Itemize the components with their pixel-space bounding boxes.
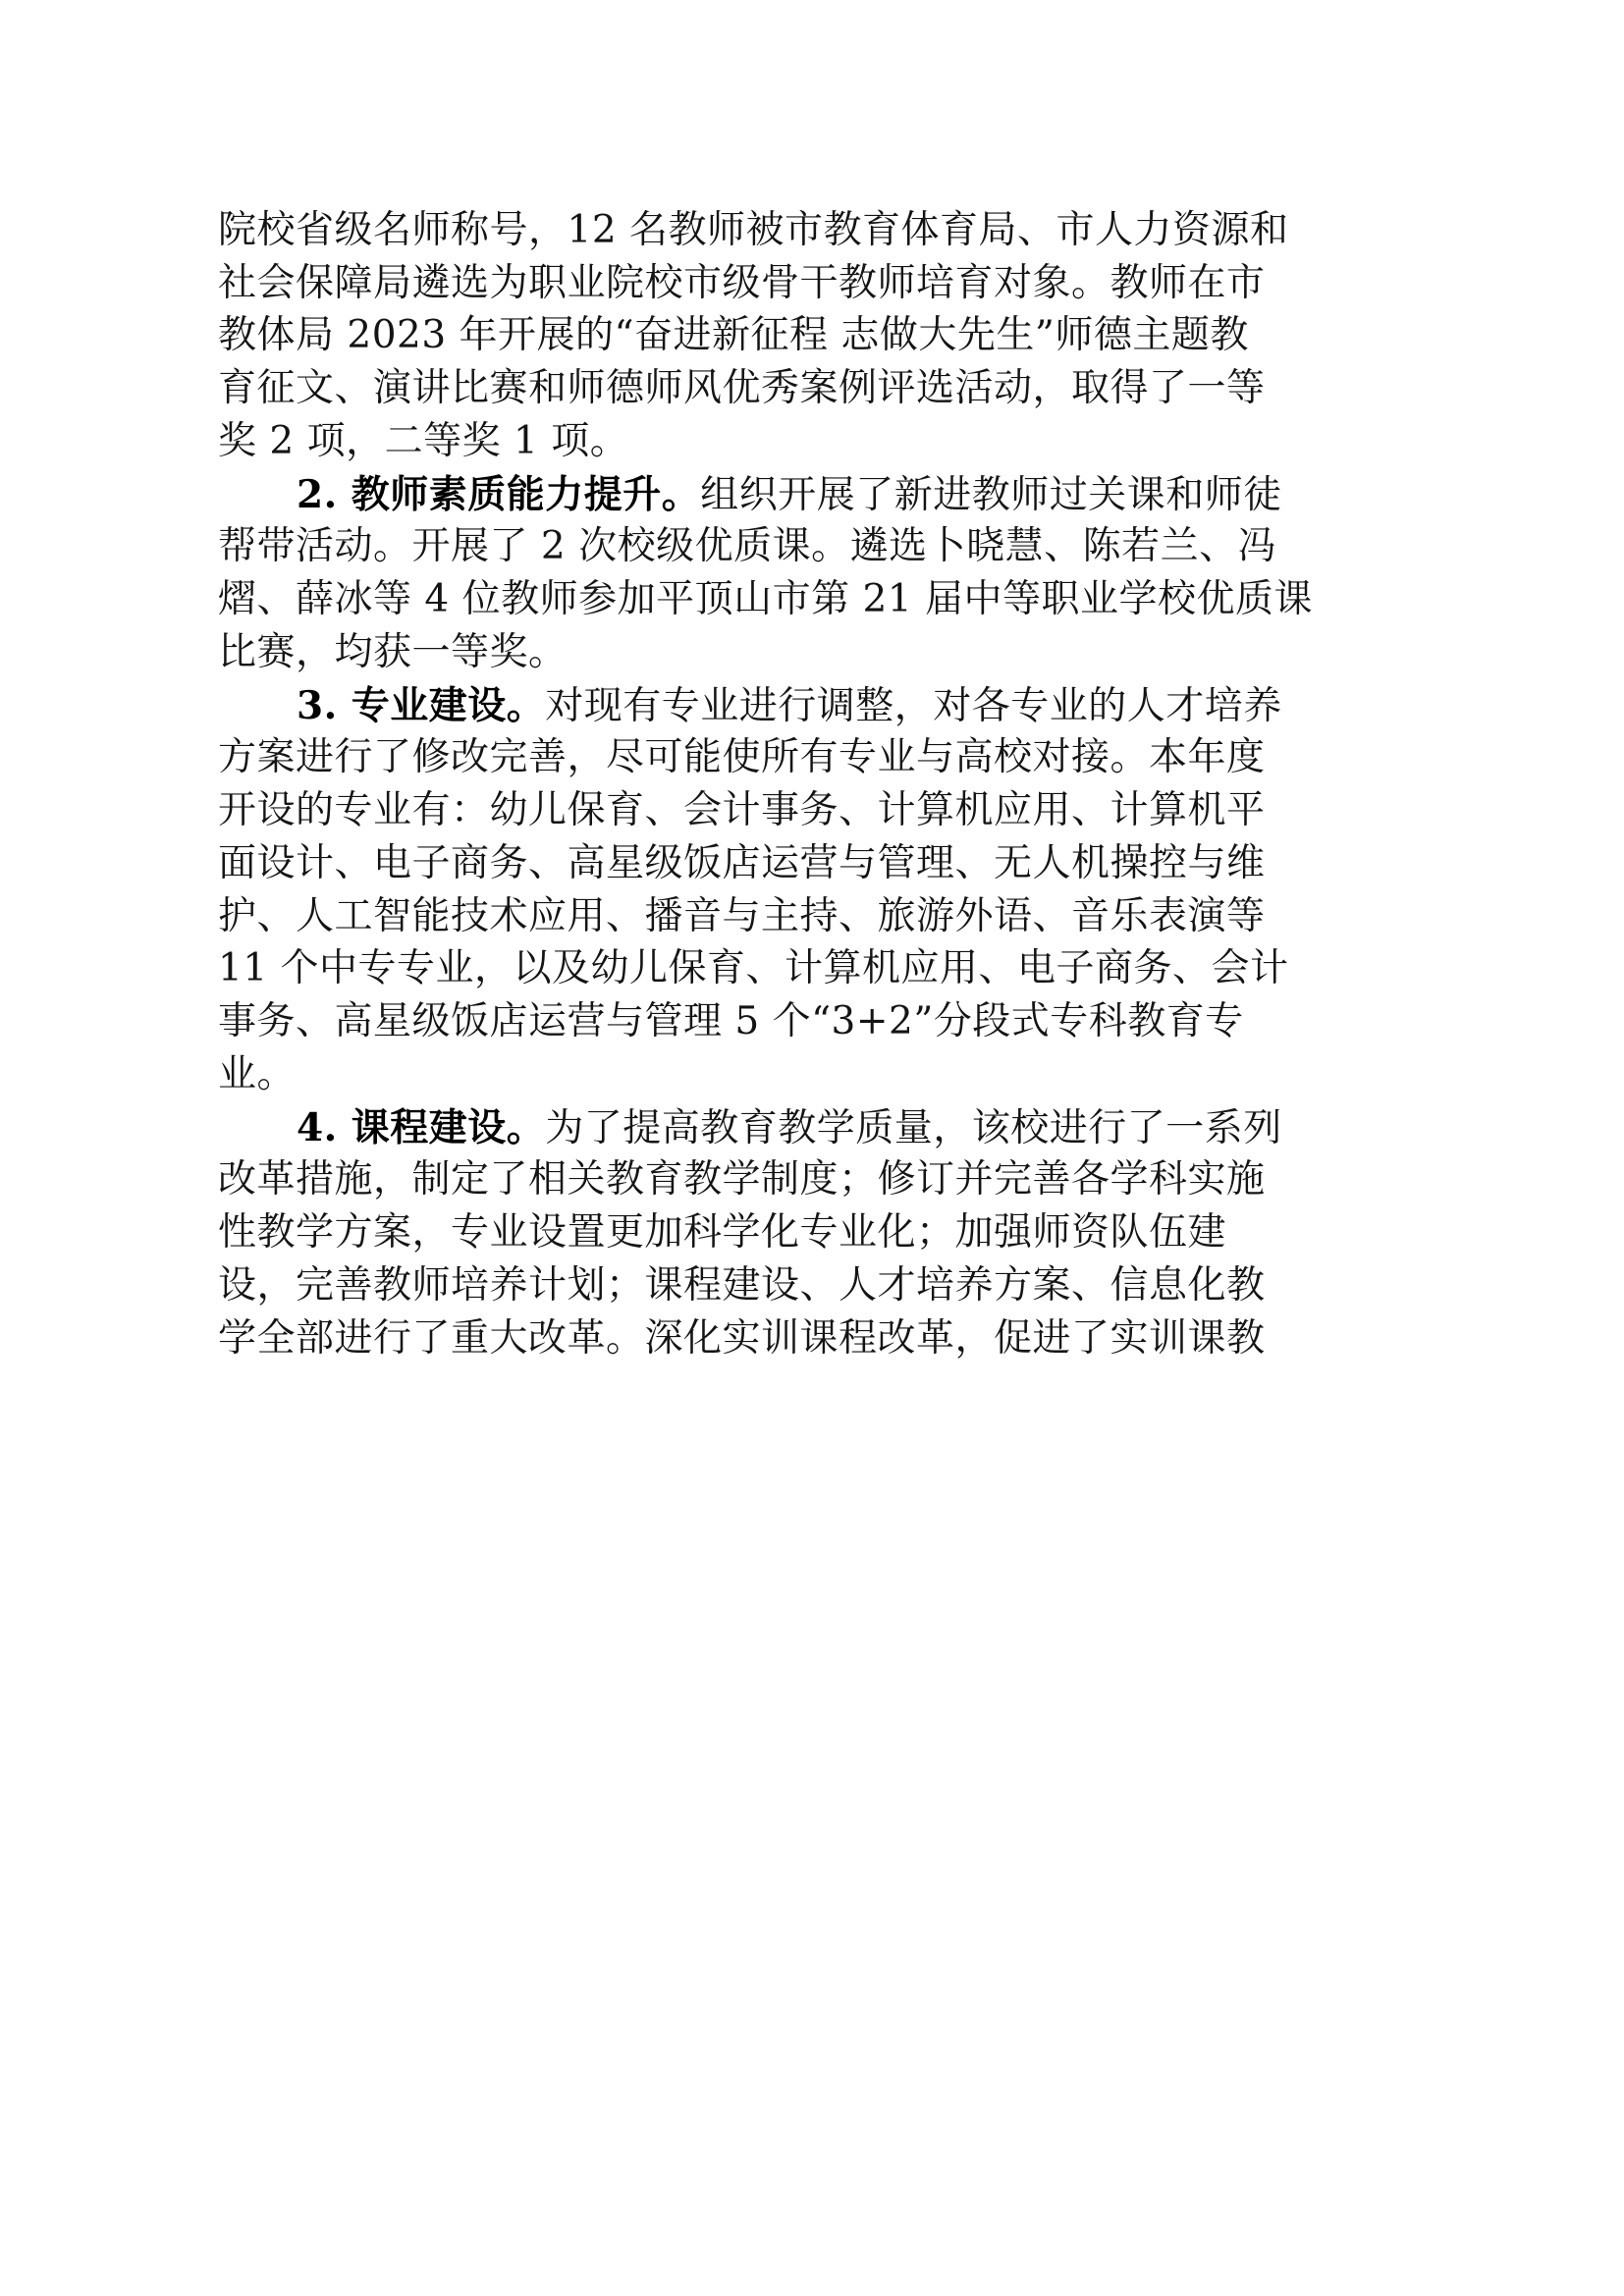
paragraph-line: 比赛，均获一等奖。 <box>218 630 568 674</box>
paragraph-line: 社会保障局遴选为职业院校市级骨干教师培育对象。教师在市 <box>218 261 1266 305</box>
paragraph-line: 设，完善教师培养计划；课程建设、人才培养方案、信息化教 <box>218 1263 1266 1308</box>
section-heading: 2. 教师素质能力提升。 <box>297 472 701 517</box>
section-text: 对现有专业进行调整，对各专业的人才培养 <box>545 684 1282 728</box>
paragraph-line: 育征文、演讲比赛和师德师风优秀案例评选活动，取得了一等 <box>218 366 1266 410</box>
paragraph-line: 熠、薛冰等 4 位教师参加平顶山市第 21 届中等职业学校优质课 <box>218 577 1314 621</box>
paragraph-line: 事务、高星级饭店运营与管理 5 个“3+2”分段式专科教育专 <box>218 999 1244 1043</box>
paragraph-line: 奖 2 项，二等奖 1 项。 <box>218 419 629 463</box>
section-heading: 4. 课程建设。 <box>297 1105 546 1150</box>
section-text: 组织开展了新进教师过关课和师徒 <box>700 473 1282 517</box>
paragraph-line: 护、人工智能技术应用、播音与主持、旅游外语、音乐表演等 <box>218 894 1266 938</box>
paragraph-line: 方案进行了修改完善，尽可能使所有专业与高校对接。本年度 <box>218 735 1266 779</box>
paragraph-line: 11 个中专专业，以及幼儿保育、计算机应用、电子商务、会计 <box>218 946 1289 990</box>
section-text: 为了提高教育教学质量，该校进行了一系列 <box>545 1106 1282 1150</box>
paragraph-line: 改革措施，制定了相关教育教学制度；修订并完善各学科实施 <box>218 1157 1266 1201</box>
paragraph-line: 性教学方案，专业设置更加科学化专业化；加强师资队伍建 <box>218 1210 1227 1255</box>
section-first-line <box>297 465 1282 524</box>
section-heading: 3. 专业建设。 <box>297 683 546 728</box>
paragraph-line: 业。 <box>218 1052 297 1096</box>
paragraph-line: 院校省级名师称号，12 名教师被市教育体育局、市人力资源和 <box>218 208 1289 252</box>
paragraph-line: 教体局 2023 年开展的“奋进新征程 志做大先生”师德主题教 <box>218 313 1249 357</box>
paragraph-line: 面设计、电子商务、高星级饭店运营与管理、无人机操控与维 <box>218 841 1266 885</box>
paragraph-line: 开设的专业有：幼儿保育、会计事务、计算机应用、计算机平 <box>218 788 1266 832</box>
paragraph-line: 学全部进行了重大改革。深化实训课程改革，促进了实训课教 <box>218 1316 1266 1361</box>
section-first-line <box>297 1098 1282 1157</box>
paragraph-line: 帮带活动。开展了 2 次校级优质课。遴选卜晓慧、陈若兰、冯 <box>218 524 1277 568</box>
section-first-line <box>297 676 1282 735</box>
